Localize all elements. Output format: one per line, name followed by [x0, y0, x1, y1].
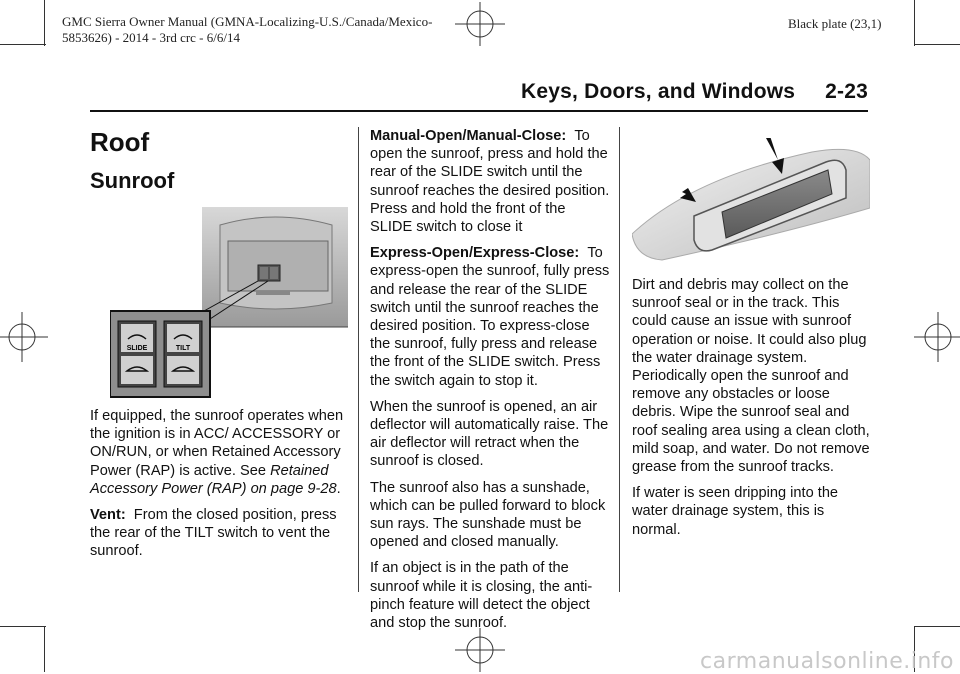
- page-header: [521, 80, 868, 104]
- page-number: 2-23: [825, 80, 868, 103]
- rap-reference-link[interactable]: Retained Accessory Power (RAP) on page 9-28: [90, 462, 337, 497]
- print-meta: [62, 14, 432, 46]
- manual-label: Manual-Open/Manual-Close:: [370, 128, 567, 144]
- column-3: [632, 276, 876, 547]
- tilt-switch-label: TILT: [175, 345, 191, 352]
- deflector-paragraph: When the sunroof is opened, an air deflector will automatically raise. The air deflector will retract when the sunroof is closed.: [370, 398, 609, 470]
- column-1: [90, 407, 352, 569]
- crop-mark: [44, 626, 45, 672]
- registration-target-icon: [0, 312, 50, 362]
- slide-switch-label: SLIDE: [126, 345, 148, 352]
- manual-paragraph: Manual-Open/Manual-Close: To open the sunroof, press and hold the rear of the SLIDE switch until the sunroof reaches the desired position. Press and hold the front of the SLIDE switch to close it: [370, 128, 610, 236]
- registration-target-icon: [455, 2, 505, 46]
- express-paragraph: Express-Open/Express-Close: To express-open the sunroof, fully press and release the rear of the SLIDE switch until the sunroof reaches the desired position. To express-close the sunroof, fully press and release the front of the SLIDE switch. Press the switch again to stop it.: [370, 245, 610, 389]
- crop-mark: [44, 0, 45, 46]
- vent-paragraph: Vent: From the closed position, press the rear of the TILT switch to vent the sunroof.: [90, 507, 337, 560]
- vent-label: Vent:: [90, 507, 126, 524]
- subsection-title: Sunroof: [90, 168, 175, 193]
- plate-label: Black plate (23,1): [788, 16, 882, 31]
- watermark: carmanualsonline.info: [700, 649, 954, 674]
- section-title: Roof: [90, 127, 150, 157]
- sunshade-paragraph: The sunroof also has a sunshade, which can be pulled forward to block sun rays. The sunshade must be opened and closed manually.: [370, 479, 606, 551]
- anti-pinch-paragraph: If an object is in the path of the sunroof while it is closing, the anti-pinch feature will detect the object and stop the sunroof.: [370, 560, 593, 632]
- crop-mark: [0, 626, 46, 627]
- sunroof-track-figure: [632, 138, 870, 264]
- header-rule: [90, 110, 868, 112]
- crop-mark: [914, 626, 960, 627]
- express-label: Express-Open/Express-Close:: [370, 245, 580, 262]
- crop-mark: [0, 44, 46, 45]
- column-divider: [619, 127, 620, 592]
- intro-paragraph: If equipped, the sunroof operates when the ignition is in ACC/ ACCESSORY or ON/RUN, or when Retained Accessory Power (RAP) is active. See Retained Accessory Power (RAP) on page 9-28.: [90, 408, 344, 497]
- crop-mark: [914, 44, 960, 45]
- crop-mark: [914, 0, 915, 46]
- chapter-title: Keys, Doors, and Windows: [521, 80, 796, 103]
- drainage-paragraph: If water is seen dripping into the water drainage system, this is normal.: [632, 485, 839, 538]
- column-divider: [358, 127, 359, 592]
- print-meta-line: 5853626) - 2014 - 3rd crc - 6/6/14: [62, 30, 240, 45]
- column-2: [370, 127, 610, 640]
- registration-target-icon: [912, 312, 960, 362]
- print-meta-line: GMC Sierra Owner Manual (GMNA-Localizing-U.S./Canada/Mexico-: [62, 14, 433, 29]
- maintenance-paragraph: Dirt and debris may collect on the sunroof seal or in the track. This could cause an issue with sunroof operation or noise. It could also plug the water drainage system. Periodically open the sunroof and remove any obstacles or loose debris. Wipe the sunroof seal and roof sealing area using a clean cloth, mild soap, and water. Do not remove grease from the sunroof tracks.: [632, 277, 870, 476]
- sunroof-switch-figure: [110, 207, 348, 399]
